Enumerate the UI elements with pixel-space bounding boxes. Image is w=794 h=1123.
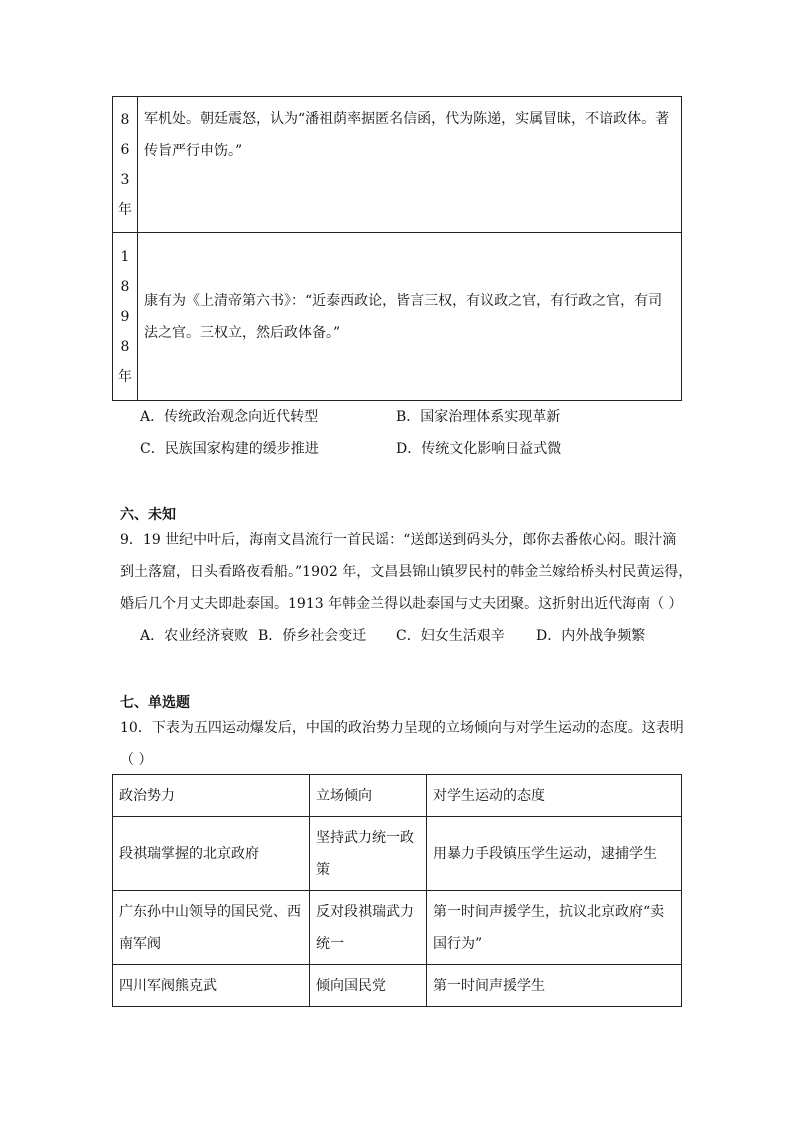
table-cell: 反对段祺瑞武力统一: [310, 891, 427, 965]
question-10: [120, 712, 690, 776]
year-char: 6: [120, 141, 130, 158]
year-char: 8: [120, 338, 130, 355]
table-cell: 第一时间声援学生，抗议北京政府“卖国行为”: [427, 891, 682, 965]
option-c[interactable]: C．民族国家构建的缓步推进: [140, 441, 319, 457]
section-title: 六、未知: [120, 507, 176, 523]
table-cell: 广东孙中山领导的国民党、西南军阀: [113, 891, 310, 965]
table-row: [113, 817, 682, 891]
question-9: [120, 524, 693, 620]
year-cell: [113, 97, 138, 233]
table-cell: 第一时间声援学生: [427, 965, 682, 1007]
table-row: [113, 965, 682, 1007]
cell-text: 军机处。朝廷震怒，认为“潘祖荫率据匿名信函，代为陈递，实属冒昧，不谙政体。著传旨严行申饬。”: [144, 111, 670, 159]
cell-text: 康有为《上清帝第六书》：“近泰西政论，皆言三权，有议政之官，有行政之官，有司法之官。三权立，然后政体备。”: [144, 292, 663, 341]
question-line: 9．19 世纪中叶后，海南文昌流行一首民谣：“送郎送到码头分，郎你去番侬心闷。眼汁滴: [120, 532, 677, 548]
table-cell: 用暴力手段镇压学生运动，逮捕学生: [427, 817, 682, 891]
year-char: 年: [118, 201, 132, 218]
history-table: [112, 96, 682, 401]
table-cell: 段祺瑞掌握的北京政府: [113, 817, 310, 891]
option-c[interactable]: C．妇女生活艰辛: [396, 628, 505, 644]
column-header: 对学生运动的态度: [427, 775, 682, 817]
table-row: [113, 233, 682, 401]
text-cell: [138, 97, 682, 233]
section-title: 七、单选题: [120, 695, 190, 711]
year-cell: [113, 233, 138, 401]
option-a[interactable]: A．农业经济衰败: [140, 628, 249, 644]
option-a[interactable]: A．传统政治观念向近代转型: [140, 409, 319, 425]
column-header: 政治势力: [113, 775, 310, 817]
option-d[interactable]: D．内外战争频繁: [536, 628, 646, 644]
year-char: 年: [118, 368, 132, 385]
table-row: [113, 97, 682, 233]
option-d[interactable]: D．传统文化影响日益式微: [396, 441, 562, 457]
year-char: 9: [120, 308, 130, 325]
table-cell: 坚持武力统一政策: [310, 817, 427, 891]
question-line: 到土落窟，日头看路夜看船。”1902 年，文昌县锦山镇罗民村的韩金兰嫁给桥头村民黄运得，: [120, 564, 693, 580]
year-char: 1: [120, 248, 130, 265]
column-header: 立场倾向: [310, 775, 427, 817]
politics-table: [112, 774, 682, 1007]
question-line: 10．下表为五四运动爆发后，中国的政治势力呈现的立场倾向与对学生运动的态度。这表明: [120, 720, 684, 736]
option-b[interactable]: B．侨乡社会变迁: [258, 628, 367, 644]
table-header-row: [113, 775, 682, 817]
question-line: （ ）: [120, 752, 153, 768]
table-cell: 倾向国民党: [310, 965, 427, 1007]
year-char: 8: [120, 111, 130, 128]
text-cell: [138, 233, 682, 401]
table-cell: 四川军阀熊克武: [113, 965, 310, 1007]
option-b[interactable]: B．国家治理体系实现革新: [396, 409, 561, 425]
year-char: 3: [120, 171, 130, 188]
year-char: 8: [120, 278, 130, 295]
question-line: 婚后几个月丈夫即赴泰国。1913 年韩金兰得以赴泰国与丈夫团聚。这折射出近代海南（ ）: [120, 596, 683, 612]
table-row: [113, 891, 682, 965]
